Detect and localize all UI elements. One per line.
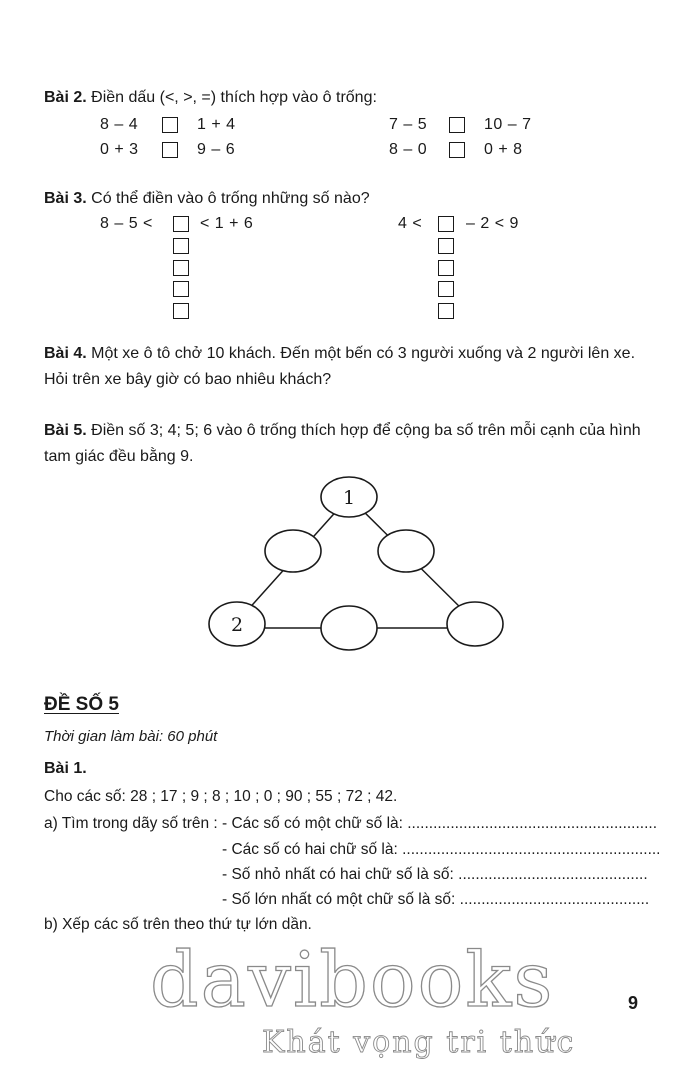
watermark-slogan: Khát vọng tri thức (262, 1025, 576, 1060)
circle-top-value: 1 (342, 487, 356, 509)
bai5-label: Bài 5. (44, 422, 87, 439)
de5-a-item-2 (222, 841, 661, 859)
bai2-item-3-right: 10 – 7 (484, 116, 532, 133)
answer-dots[interactable]: ............................................ (458, 866, 648, 883)
de5-a-item-3-text: - Số nhỏ nhất có hai chữ số là số: (222, 866, 454, 883)
bai2-text: Điền dấu (<, >, =) thích hợp vào ô trống: (91, 89, 377, 106)
de5-a-item-1-text: - Các số có một chữ số là: (222, 815, 403, 832)
bai4-text: Một xe ô tô chở 10 khách. Đến một bến có 3 người xuống và 2 người lên xe. Hỏi trên xe bây giờ có bao nhiêu khách? (44, 345, 636, 388)
de5-given: Cho các số: 28 ; 17 ; 9 ; 8 ; 10 ; 0 ; 90 ; 55 ; 72 ; 42. (44, 788, 398, 805)
answer-dots[interactable]: .......................................................... (407, 815, 658, 832)
bai3-expr2-right: – 2 < 9 (466, 215, 519, 232)
de5-title: ĐỀ SỐ 5 (44, 694, 119, 715)
de5-a-item-3 (222, 866, 648, 884)
bai4-label: Bài 4. (44, 345, 87, 362)
de5-a-item-2-text: - Các số có hai chữ số là: (222, 841, 398, 858)
bai2-item-2-right: 9 – 6 (197, 141, 236, 158)
bai3-expr1-left: 8 – 5 < (100, 215, 153, 232)
de5-a-intro: a) Tìm trong dãy số trên : (44, 815, 218, 832)
bai3-text: Có thể điền vào ô trống những số nào? (91, 190, 370, 207)
de5-b: b) Xếp các số trên theo thứ tự lớn dần. (44, 916, 312, 933)
circle-bottom-left-value: 2 (230, 614, 244, 636)
circle-bottom-middle (321, 606, 377, 650)
bai3-expr2-left: 4 < (398, 215, 423, 232)
bai5-text: Điền số 3; 4; 5; 6 vào ô trống thích hợp để cộng ba số trên mỗi cạnh của hình tam giác đều bằng 9. (44, 422, 641, 465)
bai2-label: Bài 2. (44, 89, 87, 106)
bai2-item-1-left: 8 – 4 (100, 116, 139, 133)
bai3-expr1-right: < 1 + 6 (200, 215, 254, 232)
de5-time: Thời gian làm bài: 60 phút (44, 728, 218, 745)
circle-right-middle (378, 530, 434, 572)
de5-a-item-4 (222, 891, 649, 909)
page-number: 9 (628, 993, 639, 1013)
de5-bai1-label: Bài 1. (44, 760, 87, 777)
bai3-label: Bài 3. (44, 190, 87, 207)
watermark-brand: davibooks (150, 935, 555, 1024)
answer-dots[interactable]: ............................................................ (402, 841, 661, 858)
circle-left-middle (265, 530, 321, 572)
bai2-item-1-right: 1 + 4 (197, 116, 236, 133)
bai2-item-4-left: 8 – 0 (389, 141, 428, 158)
bai2-item-3-left: 7 – 5 (389, 116, 428, 133)
circle-bottom-right (447, 602, 503, 646)
de5-a-item-1 (222, 815, 657, 833)
de5-a-item-4-text: - Số lớn nhất có một chữ số là số: (222, 891, 456, 908)
bai2-item-4-right: 0 + 8 (484, 141, 523, 158)
bai2-item-2-left: 0 + 3 (100, 141, 139, 158)
answer-dots[interactable]: ............................................ (459, 891, 650, 908)
